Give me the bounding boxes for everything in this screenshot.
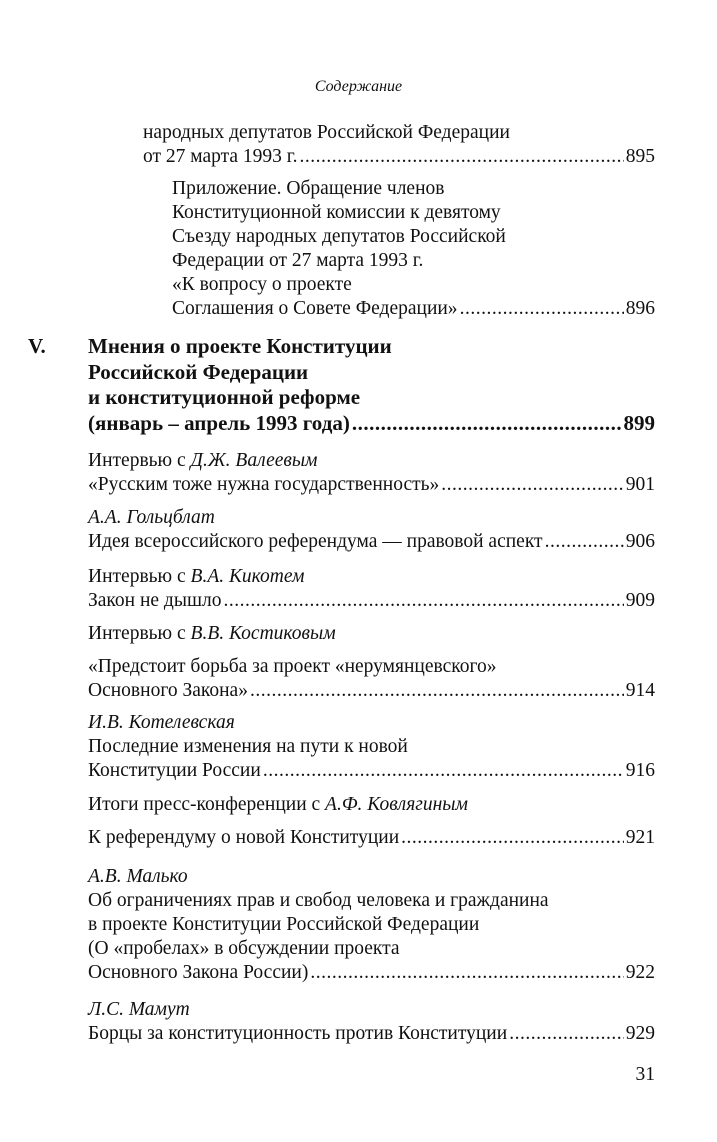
- leader-dots: [401, 826, 624, 850]
- heading-line: Российской Федерации: [88, 359, 309, 384]
- author-name: В.В. Костиковым: [190, 623, 336, 644]
- page-number: 921: [625, 827, 655, 848]
- entry-line: «К вопросу о проекте: [172, 274, 352, 295]
- page-number: 909: [625, 590, 655, 611]
- running-header: Содержание: [314, 78, 403, 95]
- toc-entry[interactable]: [88, 449, 655, 497]
- page-number: 899: [623, 410, 655, 435]
- page-number: 895: [625, 146, 655, 167]
- entry-title: «Предстоит борьба за проект «нерумянцевского»: [88, 656, 497, 677]
- entry-line: Съезду народных депутатов Российской: [172, 226, 506, 247]
- section-heading[interactable]: [88, 334, 655, 436]
- page-number: 914: [625, 680, 655, 701]
- author-name: А.Ф. Ковлягиным: [325, 794, 468, 815]
- leader-dots: [545, 530, 624, 554]
- entry-author-line: Интервью с В.В. Костиковым: [88, 623, 336, 644]
- entry-title: Конституции России: [88, 760, 261, 781]
- entry-line: Соглашения о Совете Федерации»: [172, 298, 458, 319]
- leader-dots: [250, 679, 624, 703]
- leader-dots: [310, 961, 623, 985]
- heading-line: и конституционной реформе: [88, 385, 361, 409]
- toc-entry[interactable]: [143, 121, 655, 169]
- page-number: 922: [625, 962, 655, 983]
- entry-title: Основного Закона»: [88, 680, 248, 701]
- toc-entry[interactable]: [88, 622, 655, 703]
- page-number: 916: [625, 760, 655, 781]
- page-number: 896: [625, 298, 655, 319]
- author-name: Л.С. Мамут: [88, 999, 190, 1020]
- leader-dots: [460, 297, 624, 321]
- section-number: V.: [28, 334, 46, 358]
- leader-dots: [441, 473, 623, 497]
- leader-dots: [299, 145, 623, 169]
- leader-dots: [223, 589, 623, 613]
- entry-title: Об ограничениях прав и свобод человека и гражданина: [88, 890, 549, 911]
- leader-dots: [509, 1022, 624, 1046]
- entry-title: Основного Закона России): [88, 962, 309, 983]
- entry-author-line: Интервью с В.А. Кикотем: [88, 566, 305, 587]
- entry-author-line: Итоги пресс-конференции с А.Ф. Ковлягиным: [88, 794, 468, 815]
- entry-title: в проекте Конституции Российской Федерации: [88, 914, 480, 935]
- entry-title: (О «пробелах» в обсуждении проекта: [88, 938, 400, 959]
- entry-author-line: Интервью с Д.Ж. Валеевым: [88, 450, 318, 471]
- entry-title: Закон не дышло: [88, 590, 222, 611]
- leader-dots: [352, 411, 622, 437]
- entry-title: Борцы за конституционность против Конституции: [88, 1023, 508, 1044]
- author-name: В.А. Кикотем: [190, 566, 305, 587]
- entry-line: Конституционной комиссии к девятому: [172, 202, 501, 223]
- entry-title: Идея всероссийского референдума — правовой аспект: [88, 531, 543, 552]
- leader-dots: [263, 759, 624, 783]
- entry-title: Последние изменения на пути к новой: [88, 736, 408, 757]
- toc-entry[interactable]: [88, 506, 655, 554]
- entry-title: К референдуму о новой Конституции: [88, 827, 400, 848]
- toc-entry[interactable]: [88, 865, 655, 985]
- author-name: И.В. Котелевская: [88, 712, 235, 733]
- author-name: Д.Ж. Валеевым: [190, 450, 318, 471]
- toc-entry[interactable]: [172, 177, 655, 321]
- entry-line: от 27 марта 1993 г.: [143, 146, 298, 167]
- toc-entry[interactable]: [88, 711, 655, 783]
- page-number: 901: [625, 474, 655, 495]
- author-name: А.А. Гольцблат: [88, 507, 215, 528]
- entry-title: «Русским тоже нужна государственность»: [88, 474, 440, 495]
- entry-line: Федерации от 27 марта 1993 г.: [172, 250, 424, 271]
- author-name: А.В. Малько: [88, 866, 188, 887]
- entry-line: народных депутатов Российской Федерации: [143, 122, 510, 143]
- toc-entry[interactable]: [88, 565, 655, 613]
- entry-line: Приложение. Обращение членов: [172, 178, 445, 199]
- page-number: 906: [625, 531, 655, 552]
- footer-page-number: 31: [635, 1064, 655, 1085]
- toc-entry[interactable]: [88, 793, 655, 850]
- heading-line: Мнения о проекте Конституции: [88, 334, 392, 358]
- page-number: 929: [625, 1023, 655, 1044]
- heading-line: (январь – апрель 1993 года): [88, 410, 350, 435]
- toc-entry[interactable]: [88, 998, 655, 1046]
